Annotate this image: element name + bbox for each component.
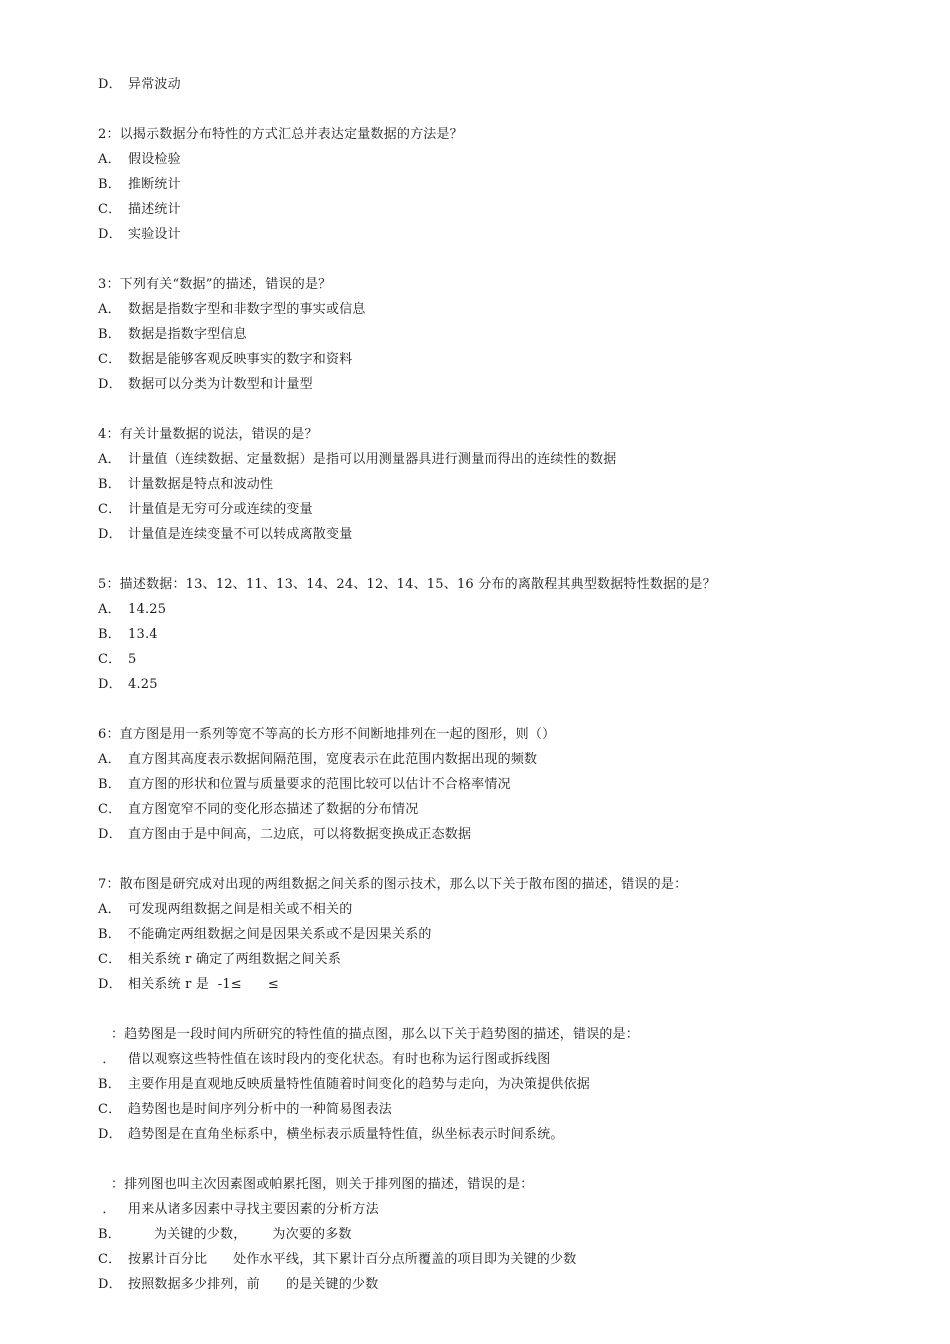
option-text: 相关系统 r 是 -1≤ ≤ <box>128 977 279 992</box>
option-text: 数据可以分类为计数型和计量型 <box>128 377 313 392</box>
option-label: D． <box>98 77 122 92</box>
option-line <box>98 1276 378 1294</box>
question-text: 5：描述数据：13、12、11、13、14、24、12、14、15、16 分布的离散程其典型数据特性数据的是？ <box>98 577 716 592</box>
option-label: A． <box>98 902 121 917</box>
option-line <box>98 801 418 819</box>
option-label: ． <box>98 1052 116 1067</box>
option-text: 实验设计 <box>128 227 181 242</box>
option-text: 相关系统 r 确定了两组数据之间关系 <box>128 952 342 967</box>
question-text: 6：直方图是用一系列等宽不等高的长方形不间断地排列在一起的图形，则（） <box>98 727 556 742</box>
option-text: 13.4 <box>128 627 158 642</box>
option-line <box>98 1226 352 1244</box>
option-label: A． <box>98 302 121 317</box>
option-text: 描述统计 <box>128 202 181 217</box>
option-text: 用来从诸多因素中寻找主要因素的分析方法 <box>128 1202 379 1217</box>
option-label: C． <box>98 202 122 217</box>
option-label: D． <box>98 827 122 842</box>
option-line <box>98 201 181 219</box>
option-text: 计量值是无穷可分或连续的变量 <box>128 502 313 517</box>
option-line <box>98 451 616 469</box>
option-line <box>98 326 247 344</box>
option-label: C． <box>98 502 122 517</box>
option-text: 不能确定两组数据之间是因果关系或不是因果关系的 <box>128 927 432 942</box>
question-text: 2：以揭示数据分布特性的方式汇总并表达定量数据的方法是？ <box>98 127 463 142</box>
option-label: D． <box>98 1127 122 1142</box>
question-text: 4：有关计量数据的说法，错误的是？ <box>98 427 318 442</box>
option-label: D． <box>98 677 122 692</box>
option-label: B． <box>98 1077 121 1092</box>
option-text: 计量数据是特点和波动性 <box>128 477 274 492</box>
option-text: 直方图的形状和位置与质量要求的范围比较可以估计不合格率情况 <box>128 777 511 792</box>
option-line <box>98 176 181 194</box>
option-line <box>98 676 158 694</box>
option-text: 借以观察这些特性值在该时段内的变化状态。有时也称为运行图或拆线图 <box>128 1052 551 1067</box>
option-text: 异常波动 <box>128 77 181 92</box>
option-label: B． <box>98 627 121 642</box>
option-text: 计量值（连续数据、定量数据）是指可以用测量器具进行测量而得出的连续性的数据 <box>128 452 617 467</box>
question-text: ：趋势图是一段时间内所研究的特性值的描点图，那么以下关于趋势图的描述，错误的是： <box>98 1027 639 1042</box>
option-text: 直方图宽窄不同的变化形态描述了数据的分布情况 <box>128 802 419 817</box>
option-label: C． <box>98 352 122 367</box>
option-label: C． <box>98 1102 122 1117</box>
option-line <box>98 1126 564 1144</box>
option-label: D． <box>98 977 122 992</box>
option-text: 数据是指数字型信息 <box>128 327 247 342</box>
option-label: B． <box>98 927 121 942</box>
option-text: 趋势图也是时间序列分析中的一种简易图表法 <box>128 1102 393 1117</box>
option-label: ． <box>98 1202 116 1217</box>
question-text: 7：散布图是研究成对出现的两组数据之间关系的图示技术，那么以下关于散布图的描述，错误的是： <box>98 877 688 892</box>
option-label: D． <box>98 1277 122 1292</box>
option-line <box>98 1201 379 1219</box>
option-text: 假设检验 <box>128 152 181 167</box>
option-text: 按累计百分比 处作水平线，其下累计百分点所覆盖的项目即为关键的少数 <box>128 1252 577 1267</box>
option-label: B． <box>98 327 121 342</box>
option-text: 数据是指数字型和非数字型的事实或信息 <box>128 302 366 317</box>
option-line <box>98 901 352 919</box>
option-line <box>98 151 181 169</box>
option-label: A． <box>98 152 121 167</box>
option-label: A． <box>98 752 121 767</box>
option-label: A． <box>98 602 121 617</box>
option-label: C． <box>98 802 122 817</box>
option-label: B． <box>98 477 121 492</box>
option-line <box>98 1251 576 1269</box>
option-label: D． <box>98 377 122 392</box>
option-label: B． <box>98 177 121 192</box>
option-line <box>98 476 273 494</box>
option-line <box>98 651 136 669</box>
option-text: 主要作用是直观地反映质量特性值随着时间变化的趋势与走向，为决策提供依据 <box>128 1077 591 1092</box>
option-label: C． <box>98 652 122 667</box>
option-text: 5 <box>128 652 137 667</box>
option-text: 14.25 <box>128 602 167 617</box>
question-text: ：排列图也叫主次因素图或帕累托图，则关于排列图的描述，错误的是： <box>98 1177 534 1192</box>
option-line <box>98 376 313 394</box>
option-line <box>98 751 537 769</box>
option-line <box>98 776 511 794</box>
option-text: 直方图由于是中间高，二边底，可以将数据变换成正态数据 <box>128 827 472 842</box>
option-text: 按照数据多少排列，前 的是关键的少数 <box>128 1277 379 1292</box>
option-text: 数据是能够客观反映事实的数字和资料 <box>128 352 353 367</box>
option-text: 趋势图是在直角坐标系中，横坐标表示质量特性值，纵坐标表示时间系统。 <box>128 1127 564 1142</box>
option-line <box>98 76 181 94</box>
option-line <box>98 1076 590 1094</box>
question-text: 3：下列有关“数据”的描述，错误的是？ <box>98 277 332 292</box>
option-label: A． <box>98 452 121 467</box>
option-text: 为关键的少数， 为次要的多数 <box>128 1227 352 1242</box>
option-line <box>98 1051 550 1069</box>
option-text: 可发现两组数据之间是相关或不相关的 <box>128 902 353 917</box>
option-line <box>98 626 158 644</box>
option-text: 直方图其高度表示数据间隔范围，宽度表示在此范围内数据出现的频数 <box>128 752 538 767</box>
option-label: C． <box>98 952 122 967</box>
option-line <box>98 301 366 319</box>
option-line <box>98 951 341 969</box>
option-label: D． <box>98 527 122 542</box>
option-line <box>98 926 432 944</box>
option-line <box>98 826 471 844</box>
option-text: 计量值是连续变量不可以转成离散变量 <box>128 527 353 542</box>
option-line <box>98 1101 392 1119</box>
option-label: D． <box>98 227 122 242</box>
option-text: 推断统计 <box>128 177 181 192</box>
option-line <box>98 351 352 369</box>
option-line <box>98 601 166 619</box>
option-line <box>98 226 181 244</box>
option-line <box>98 526 352 544</box>
option-line <box>98 501 313 519</box>
option-label: C． <box>98 1252 122 1267</box>
option-line <box>98 976 279 994</box>
option-label: B． <box>98 777 121 792</box>
option-label: B． <box>98 1227 121 1242</box>
option-text: 4.25 <box>128 677 158 692</box>
